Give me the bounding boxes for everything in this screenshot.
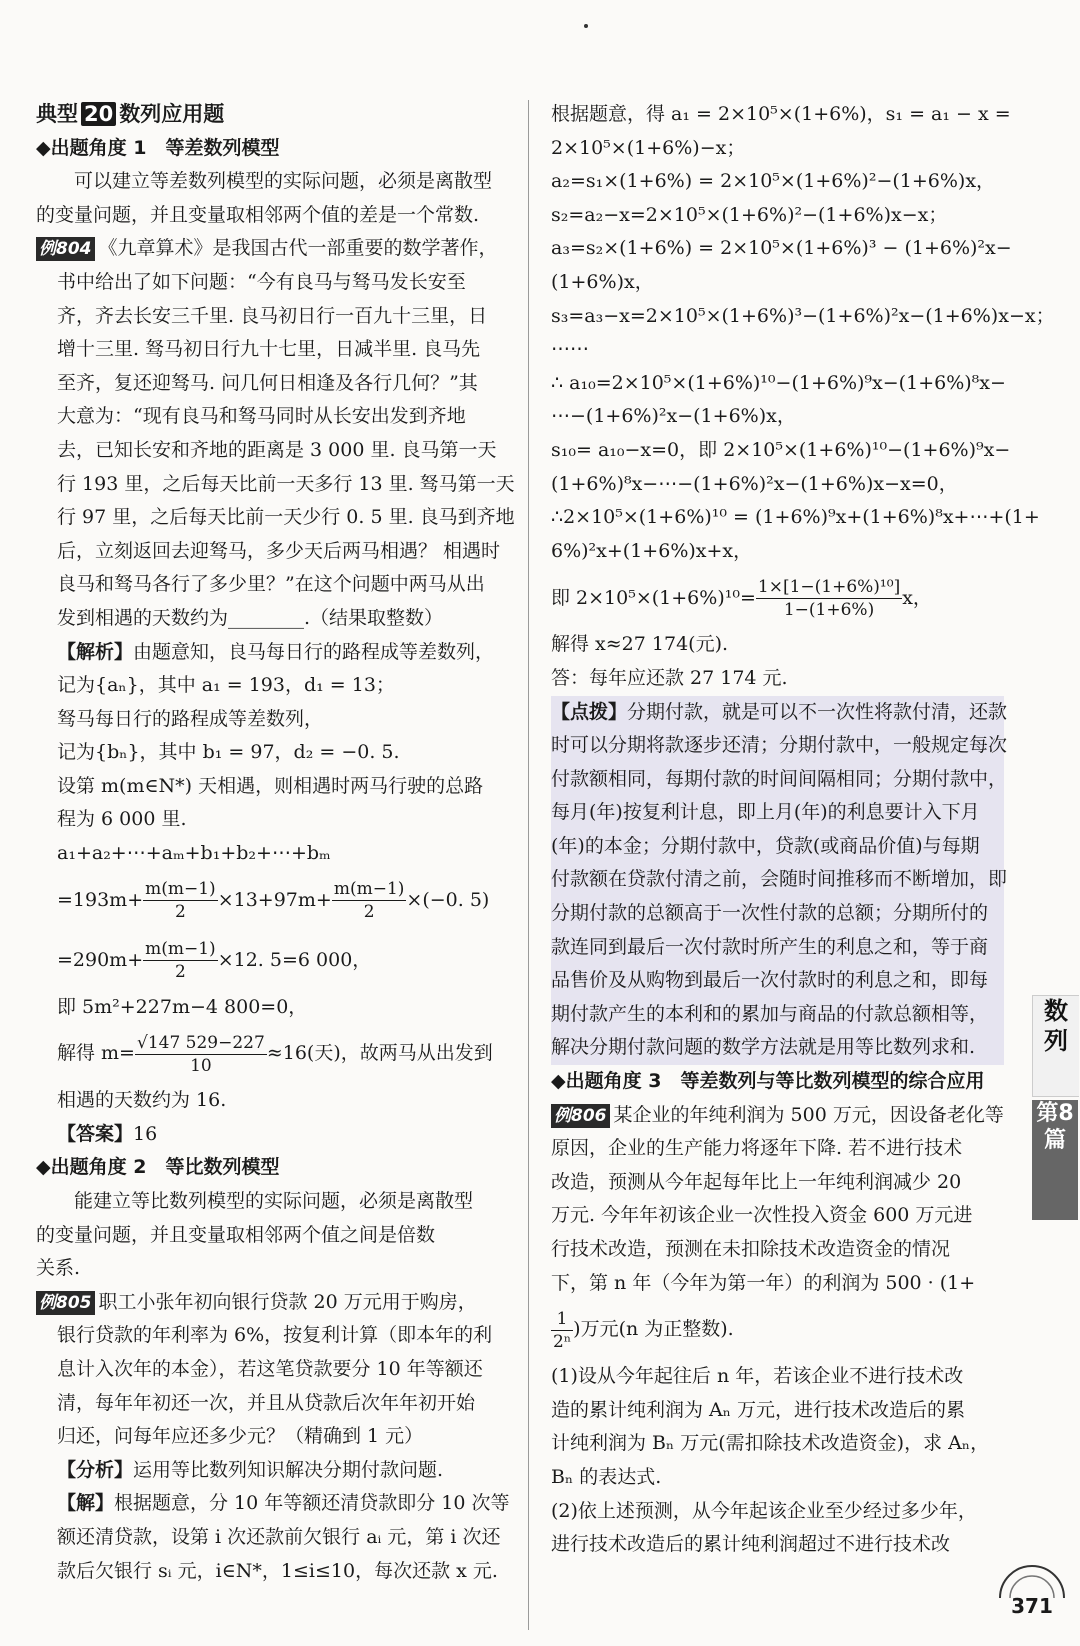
tip-line: (年)的本金；分期付款中，贷款(或商品价值)与每期	[551, 834, 980, 857]
answer-tag: 【答案】	[57, 1122, 134, 1145]
equation-3: 即 5m²+227m−4 800=0，	[57, 995, 308, 1018]
tip-line: 每月(年)按复利计息，即上月(年)的利息要计入下月	[551, 801, 980, 824]
equation-4	[36, 1024, 514, 1084]
eq1-part: =193m+	[57, 888, 144, 911]
fraction	[143, 938, 218, 983]
ex806-line: 行技术改造，预测在未扣除技术改造资金的情况	[551, 1238, 951, 1260]
eqA-part: 即 2×10⁵×(1+6%)¹⁰=	[551, 586, 756, 609]
ex805-label: 例805	[36, 1291, 95, 1315]
fraction	[143, 878, 218, 923]
eq2-part: =290m+	[57, 948, 144, 971]
ex806-line: 造的累计纯利润为 Aₙ 万元，进行技术改造后的累	[551, 1398, 966, 1421]
ex804-line: 行 97 里，之后每天比前一天少行 0. 5 里. 良马到齐地	[57, 506, 515, 529]
intro2-line: 关系.	[36, 1257, 81, 1280]
derivation-line: a₃=s₂×(1+6%) = 2×10⁵×(1+6%)³ − (1+6%)²x−	[551, 237, 1012, 260]
derivation-line: a₂=s₁×(1+6%) = 2×10⁵×(1+6%)²−(1+6%)x，	[551, 170, 996, 193]
solution-tag: 【解析】	[57, 640, 134, 663]
derivation-line: 2×10⁵×(1+6%)−x；	[551, 136, 746, 159]
ex804-solution-line: 程为 6 000 里.	[57, 808, 187, 831]
fraction-numerator: 1	[551, 1308, 573, 1331]
answer-value: 16	[133, 1122, 158, 1145]
ex806-line	[551, 1099, 1004, 1133]
ex805-analysis-line	[36, 1454, 514, 1488]
equation-1	[36, 871, 514, 931]
ex804-line: 后，立刻返回去迎驽马，多少天后两马相遇？ 相遇时	[57, 539, 501, 562]
ex804-solution-line: 驽马每日行的路程成等差数列，	[57, 707, 324, 730]
top-dot	[584, 24, 588, 28]
tip-line: 付款额在贷款付清之前，会随时间推移而不断增加，即	[551, 868, 1008, 891]
tip-line: 付款额相同，每期付款的时间间隔相同；分期付款中，	[551, 767, 1008, 790]
intro2-line: 能建立等比数列模型的实际问题，必须是离散型	[74, 1190, 474, 1213]
tip-line: 品售价及从购物到最后一次付款时的利息之和，即每	[551, 969, 989, 992]
fraction-denominator: 2ⁿ	[553, 1331, 572, 1352]
tip-line	[551, 696, 1008, 730]
ex806-line: 改造，预测从今年起每年比上一年纯利润减少 20	[551, 1170, 962, 1193]
equation-sum	[551, 568, 1004, 628]
solution-tag: 【解】	[57, 1492, 115, 1515]
tip-text: 分期付款，就是可以不一次性将款付清，还款	[627, 700, 1008, 723]
eq4-part: ≈16(天)，故两马从出发到	[266, 1042, 493, 1065]
ex806-line: (2)依上述预测，从今年起该企业至少经过多少年，	[551, 1499, 977, 1522]
ex806-line: Bₙ 的表达式.	[551, 1465, 662, 1488]
answer-line	[36, 1118, 514, 1152]
ex806-line: 万元. 今年年初该企业一次性投入资金 600 万元进	[551, 1204, 973, 1227]
eq1-part: ×(−0. 5)	[406, 888, 490, 911]
ex806-text: )万元(n 为正整数).	[573, 1318, 734, 1341]
fraction-numerator: 1×[1−(1+6%)¹⁰]	[757, 576, 901, 597]
ex804-line	[36, 232, 514, 266]
ex806-text: 某企业的年纯利润为 500 万元，因设备老化等	[613, 1103, 1004, 1126]
ex805-line	[36, 1286, 514, 1320]
ex804-line: 良马和驽马各行了多少里？”在这个问题中两马从出	[57, 573, 485, 596]
ex806-label: 例806	[551, 1104, 610, 1128]
fraction-denominator: 10	[190, 1055, 212, 1076]
derivation-line: s₁₀= a₁₀−x=0，即 2×10⁵×(1+6%)¹⁰−(1+6%)⁹x−	[551, 438, 1011, 461]
result-line: 解得 x≈27 174(元).	[551, 633, 729, 656]
derivation-line: s₂=a₂−x=2×10⁵×(1+6%)²−(1+6%)x−x；	[551, 203, 948, 226]
fraction	[135, 1032, 267, 1077]
ex804-solution-line: 记为{bₙ}，其中 b₁ = 97，d₂ = −0. 5.	[57, 741, 400, 764]
ex804-solution-line: a₁+a₂+⋯+aₘ+b₁+b₂+⋯+bₘ	[57, 842, 331, 865]
side-tab-chapter: 数列	[1032, 995, 1079, 1097]
intro2-line: 的变量问题，并且变量取相邻两个值之间是倍数	[36, 1223, 436, 1246]
ex806-line: 进行技术改造后的累计纯利润超过不进行技术改	[551, 1533, 951, 1556]
derivation-line: 6%)²x+(1+6%)x+x，	[551, 539, 753, 562]
derivation-line: s₃=a₃−x=2×10⁵×(1+6%)³−(1+6%)²x−(1+6%)x−x；	[551, 304, 1055, 327]
ex805-line: 归还，问每年应还多少元？（精确到 1 元）	[57, 1425, 424, 1448]
fraction-numerator: m(m−1)	[145, 879, 216, 900]
angle2-heading: ◆出题角度 2 等比数列模型	[36, 1156, 280, 1179]
analysis-tag: 【分析】	[57, 1458, 134, 1481]
fraction	[332, 878, 407, 923]
derivation-line: ⋯⋯	[551, 338, 589, 361]
solution-text: 根据题意，分 10 年等额还清贷款即分 10 次等	[114, 1492, 510, 1515]
eq4-part: 解得 m=	[57, 1042, 135, 1065]
ex806-line: 原因，企业的生产能力将逐年下降. 若不进行技术	[551, 1137, 963, 1160]
section-number-badge: 20	[81, 102, 116, 126]
ex805-solution-line: 款后欠银行 sᵢ 元，i∈N*，1≤i≤10，每次还款 x 元.	[57, 1559, 498, 1582]
ex804-line: 齐，齐去长安三千里. 良马初日行一百九十三里，日	[57, 304, 488, 327]
tip-line: 时可以分期将款逐步还清；分期付款中，一般规定每次	[551, 734, 1008, 757]
fraction-denominator: 2	[175, 962, 186, 983]
ex806-fraction-line	[551, 1300, 1004, 1360]
left-column	[36, 98, 514, 1588]
result-line: 答：每年应还款 27 174 元.	[551, 666, 788, 689]
derivation-line: ∴2×10⁵×(1+6%)¹⁰ = (1+6%)⁹x+(1+6%)⁸x+⋯+(1+	[551, 506, 1040, 529]
ex806-line: 计纯利润为 Bₙ 万元(需扣除技术改造资金)，求 Aₙ，	[551, 1432, 990, 1455]
derivation-line: 根据题意，得 a₁ = 2×10⁵×(1+6%)，s₁ = a₁ − x =	[551, 103, 1011, 125]
tip-line: 分期付款的总额高于一次性付款的总额；分期所付的	[551, 902, 989, 925]
tip-box	[551, 696, 1008, 1066]
fraction	[756, 576, 902, 621]
tip-line: 解决分期付款问题的数学方法就是用等比数列求和.	[551, 1036, 976, 1059]
section-prefix: 典型	[36, 102, 78, 126]
fraction-numerator: √147 529−227	[136, 1032, 265, 1053]
ex804-solution-line: 记为{aₙ}，其中 a₁ = 193，d₁ = 13；	[57, 674, 395, 697]
analysis-text: 运用等比数列知识解决分期付款问题.	[133, 1458, 444, 1481]
fraction-denominator: 2	[175, 902, 186, 923]
column-separator	[528, 100, 529, 1630]
derivation-line: (1+6%)x，	[551, 270, 654, 293]
derivation-line: ∴ a₁₀=2×10⁵×(1+6%)¹⁰−(1+6%)⁹x−(1+6%)⁸x−	[551, 371, 1006, 394]
ex804-line: 增十三里. 驽马初日行九十七里，日减半里. 良马先	[57, 338, 481, 361]
eqA-part: x，	[902, 586, 932, 609]
ex804-line: 行 193 里，之后每天比前一天多行 13 里. 驽马第一天	[57, 472, 515, 495]
equation-2	[36, 931, 514, 991]
derivation-line: ⋯−(1+6%)²x−(1+6%)x，	[551, 405, 796, 428]
ex804-line: 发到相遇的天数约为________.（结果取整数）	[57, 606, 444, 629]
derivation-line: (1+6%)⁸x−⋯−(1+6%)²x−(1+6%)x−x=0，	[551, 472, 958, 495]
fraction	[551, 1308, 573, 1353]
fraction-numerator: m(m−1)	[333, 879, 405, 900]
angle3-heading: ◆出题角度 3 等差数列与等比数列模型的综合应用	[551, 1070, 985, 1093]
intro1-line: 可以建立等差数列模型的实际问题，必须是离散型	[74, 170, 493, 193]
solution-text: 由题意知，良马每日行的路程成等差数列，	[133, 640, 495, 663]
ex806-line: (1)设从今年起往后 n 年，若该企业不进行技术改	[551, 1365, 964, 1388]
ex805-solution-line	[36, 1487, 514, 1521]
fraction-denominator: 1−(1+6%)	[783, 599, 875, 620]
angle1-heading: ◆出题角度 1 等差数列模型	[36, 136, 280, 159]
ex804-line: 大意为：“现有良马和驽马同时从长安出发到齐地	[57, 405, 466, 428]
fraction-numerator: m(m−1)	[145, 939, 216, 960]
fraction-denominator: 2	[363, 902, 375, 923]
page-number: 371	[1011, 1594, 1053, 1618]
ex805-line: 银行贷款的年利率为 6%，按复利计算（即本年的利	[57, 1324, 493, 1347]
tip-line: 期付款产生的本利和的累加与商品的付款总额相等，	[551, 1002, 989, 1025]
ex804-label: 例804	[36, 237, 95, 261]
equation-5: 相遇的天数约为 16.	[57, 1089, 227, 1112]
tip-tag: 【点拨】	[551, 700, 628, 723]
side-tab-part: 第8篇	[1032, 1100, 1078, 1220]
intro1-line: 的变量问题，并且变量取相邻两个值的差是一个常数.	[36, 203, 480, 226]
section-title	[36, 98, 514, 132]
eq2-part: ×12. 5=6 000，	[217, 948, 372, 971]
ex805-line: 息计入次年的本金），若这笔贷款要分 10 年等额还	[57, 1358, 483, 1380]
ex805-solution-line: 额还清贷款，设第 i 次还款前欠银行 aᵢ 元，第 i 次还	[57, 1525, 501, 1548]
ex804-line: 去，已知长安和齐地的距离是 3 000 里. 良马第一天	[57, 438, 497, 461]
ex804-line: 书中给出了如下问题：“今有良马与驽马发长安至	[57, 270, 466, 293]
ex806-line: 下，第 n 年（今年为第一年）的利润为 500 · (1+	[551, 1271, 976, 1294]
ex804-solution-line: 设第 m(m∈N*) 天相遇，则相遇时两马行驶的总路	[57, 774, 484, 797]
ex804-text: 《九章算术》是我国古代一部重要的数学著作，	[98, 237, 498, 260]
section-title-text: 数列应用题	[119, 102, 225, 126]
ex805-text: 职工小张年初向银行贷款 20 万元用于购房，	[98, 1290, 477, 1313]
ex804-solution-line	[36, 636, 514, 670]
ex805-line: 清，每年年初还一次，并且从贷款后次年年初开始	[57, 1391, 476, 1414]
eq1-part: ×13+97m+	[217, 888, 332, 911]
tip-line: 款连同到最后一次付款时所产生的利息之和，等于商	[551, 935, 989, 958]
ex804-line: 至齐，复还迎驽马. 问几何日相逢及各行几何？”其	[57, 371, 478, 394]
